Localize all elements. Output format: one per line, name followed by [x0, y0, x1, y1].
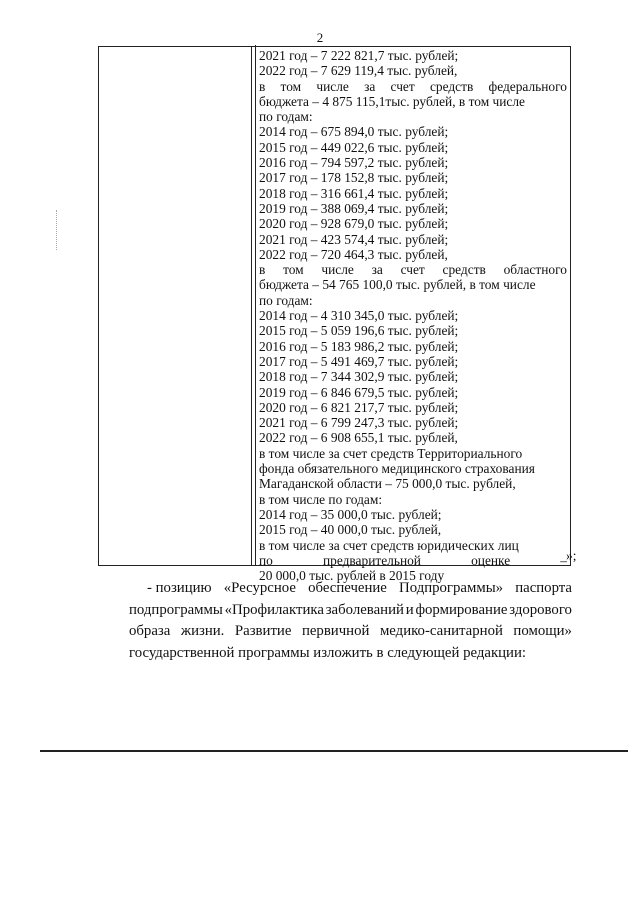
cell-line: 2019 год – 6 846 679,5 тыс. рублей;	[259, 384, 459, 400]
para-word: помощи»	[513, 623, 572, 640]
cell-line: 2018 год – 316 661,4 тыс. рублей;	[259, 185, 449, 201]
cell-line: 2020 год – 928 679,0 тыс. рублей;	[259, 216, 449, 232]
cell-word: средств	[429, 78, 474, 94]
scan-margin-mark	[56, 210, 58, 250]
cell-line: по годам:	[259, 292, 313, 308]
table-cell-text	[259, 48, 567, 583]
cell-line: 2022 год – 7 629 119,4 тыс. рублей,	[259, 63, 458, 79]
cell-line: бюджета – 54 765 100,0 тыс. рублей, в том числе	[259, 277, 536, 293]
cell-line: 2018 год – 7 344 302,9 тыс. рублей;	[259, 369, 459, 385]
cell-line: 2019 год – 388 069,4 тыс. рублей;	[259, 200, 449, 216]
para-line-justified	[129, 578, 572, 600]
para-word: образа	[129, 623, 171, 640]
cell-line-justified	[259, 262, 567, 277]
cell-word: том	[280, 78, 302, 94]
cell-word: по	[259, 552, 273, 568]
cell-line: 2014 год – 675 894,0 тыс. рублей;	[259, 124, 449, 140]
cell-line: в том числе за счет средств юридических лиц	[259, 537, 519, 553]
cell-line: 2014 год – 4 310 345,0 тыс. рублей;	[259, 308, 459, 324]
cell-word: за	[371, 262, 383, 278]
cell-line: 2015 год – 40 000,0 тыс. рублей,	[259, 522, 442, 538]
cell-line: в том числе за счет средств Территориального	[259, 445, 523, 461]
table-column-divider-inner	[255, 45, 256, 565]
table-column-divider	[251, 47, 252, 565]
cell-word: –	[560, 552, 567, 568]
para-word: Развитие	[234, 623, 292, 640]
cell-line: 2022 год – 720 464,3 тыс. рублей,	[259, 246, 448, 262]
cell-line: 20 000,0 тыс. рублей в 2015 году	[259, 568, 445, 584]
cell-line: 2020 год – 6 821 217,7 тыс. рублей;	[259, 399, 459, 415]
cell-word: предварительной	[322, 552, 421, 568]
cell-line: Магаданской области – 75 000,0 тыс. рублей,	[259, 476, 516, 492]
para-word: паспорта	[515, 580, 572, 596]
cell-word: федерального	[488, 78, 567, 94]
para-line-justified	[129, 600, 572, 622]
cell-word: в	[259, 262, 266, 278]
cell-line: 2017 год – 5 491 469,7 тыс. рублей;	[259, 353, 459, 369]
cell-word: за	[364, 78, 376, 94]
para-word: заболеваний	[325, 601, 404, 618]
para-word: - позицию	[147, 580, 212, 596]
cell-line: 2016 год – 794 597,2 тыс. рублей;	[259, 155, 449, 171]
cell-line: 2014 год – 35 000,0 тыс. рублей;	[259, 506, 442, 522]
para-word: подпрограммы	[129, 601, 223, 618]
para-word: медико-санитарной	[379, 623, 503, 640]
cell-line: 2022 год – 6 908 655,1 тыс. рублей,	[259, 430, 458, 446]
cell-word: в	[259, 78, 266, 94]
para-word: обеспечение	[308, 580, 387, 596]
para-word: и	[405, 601, 414, 618]
cell-line: 2015 год – 5 059 196,6 тыс. рублей;	[259, 323, 459, 339]
cell-line: 2016 год – 5 183 986,2 тыс. рублей;	[259, 338, 459, 354]
cell-line: в том числе по годам:	[259, 491, 383, 507]
para-word: жизни.	[180, 623, 225, 640]
cell-word: числе	[321, 262, 354, 278]
resource-table	[98, 46, 571, 584]
para-word: Подпрограммы»	[399, 580, 504, 596]
cell-word: оценке	[471, 552, 511, 568]
cell-line: фонда обязательного медицинского страхования	[259, 461, 535, 477]
cell-word: счет	[390, 78, 415, 94]
cell-word: числе	[316, 78, 349, 94]
para-line: государственной программы изложить в следующей редакции:	[129, 644, 527, 661]
para-word: «Ресурсное	[223, 580, 296, 596]
para-word: формирование	[415, 601, 508, 618]
page-number: 2	[316, 30, 324, 45]
cell-line: 2021 год – 423 574,4 тыс. рублей;	[259, 231, 449, 247]
closing-quote: »;	[566, 548, 577, 563]
cell-word: средств	[442, 262, 486, 278]
cell-line-justified	[259, 553, 567, 568]
cell-word: счет	[400, 262, 425, 278]
cell-line-justified	[259, 79, 567, 94]
para-line-justified	[129, 621, 572, 643]
para-word: «Профилактика	[224, 601, 324, 618]
cell-line: по годам:	[259, 109, 313, 125]
cell-word: областного	[503, 262, 567, 278]
cell-word: том	[283, 262, 304, 278]
cell-line: бюджета – 4 875 115,1тыс. рублей, в том числе	[259, 93, 525, 109]
instruction-paragraph	[129, 578, 572, 664]
cell-line: 2021 год – 7 222 821,7 тыс. рублей;	[259, 48, 459, 63]
cell-line: 2015 год – 449 022,6 тыс. рублей;	[259, 139, 449, 155]
cell-line: 2017 год – 178 152,8 тыс. рублей;	[259, 170, 449, 186]
para-word: здорового	[509, 601, 572, 618]
para-word: первичной	[301, 623, 370, 640]
cell-line: 2021 год – 6 799 247,3 тыс. рублей;	[259, 415, 459, 431]
page-bottom-rule	[40, 750, 628, 752]
